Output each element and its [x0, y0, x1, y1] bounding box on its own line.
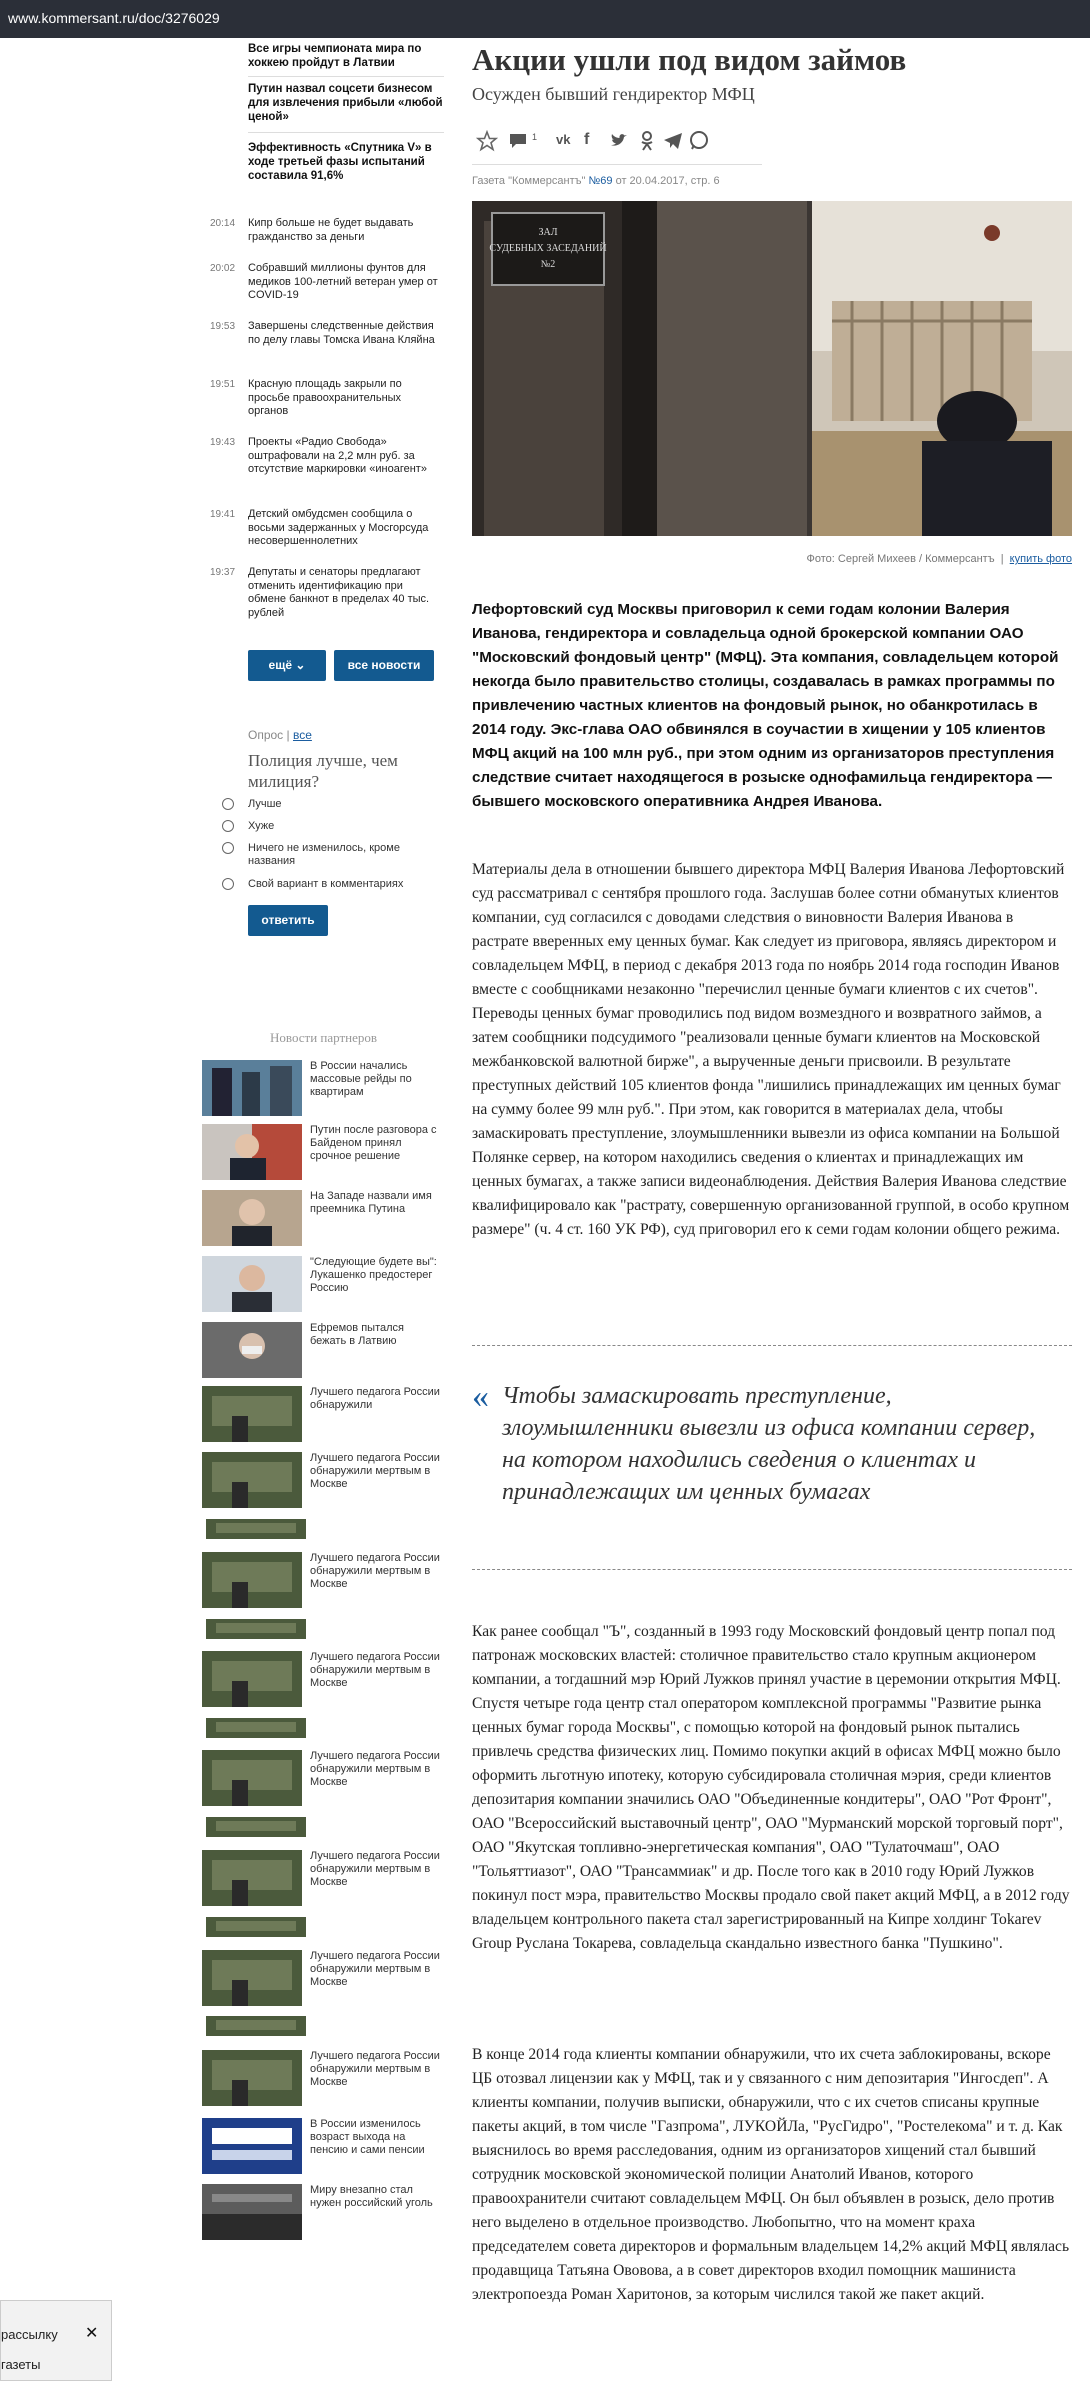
close-icon[interactable]: ✕: [85, 2325, 99, 2342]
partner-text[interactable]: Лучшего педагога России обнаружили мертвым в Москве: [310, 1452, 440, 1490]
top-news-item[interactable]: Эффективность «Спутника V» в ходе третьей фазы испытаний составила 91,6%: [248, 142, 432, 182]
poll-question: Полиция лучше, чем милиция?: [248, 751, 398, 791]
partner-text[interactable]: Лучшего педагога России обнаружили мертвым в Москве: [310, 1750, 440, 1788]
top-news-item[interactable]: Все игры чемпионата мира по хоккею пройдут в Латвии: [248, 43, 422, 69]
poll-option-label[interactable]: Лучше: [248, 798, 282, 810]
star-icon[interactable]: [476, 130, 498, 152]
article-paragraph: В конце 2014 года клиенты компании обнаружили, что их счета заблокированы, вскоре ЦБ отозвал лицензии как у МФЦ, так и у связанного с ним депозитария "Ингосдеп". А клиенты компании, получив выписки, обнаружили, что с их счетов списаны крупные пакеты акций, в том числе "Газпрома", ЛУКОЙЛа, "РусГидро", "Ростелекома" и т. д. Как выяснилось во время расследования, одним из организаторов хищений стал бывший сотрудник московской экономической полиции Анатолий Иванов, которого правоохранители считают совладельцем МФЦ. Он был объявлен в розыск, дело против него выделено в отдельное производство. Любопытно, что на момент краха председателем совета директоров и формальным владельцем 14,2% акций МФЦ являлась продавщица Татьяна Ововова, а в совет директоров входил помощник машиниста электропоезда Роман Харитонов, за которым числился такой же пакет акций.: [472, 2046, 1070, 2303]
partner-text[interactable]: Лучшего педагога России обнаружили мертвым в Москве: [310, 1552, 440, 1590]
feed-time: 20:02: [210, 263, 236, 274]
poll-option-label[interactable]: Свой вариант в комментариях: [248, 878, 404, 890]
svg-text:№2: №2: [540, 259, 556, 270]
partner-text[interactable]: Лучшего педагога России обнаружили мертвым в Москве: [310, 1850, 440, 1888]
subscribe-text[interactable]: рассылку: [1, 2327, 58, 2342]
radio-button[interactable]: [222, 820, 234, 832]
feed-text[interactable]: Кипр больше не будет выдавать гражданство за деньги: [248, 217, 414, 243]
poll-option-label[interactable]: Хуже: [248, 820, 275, 832]
partner-text[interactable]: На Западе назвали имя преемника Путина: [310, 1190, 432, 1215]
partner-item[interactable]: [202, 2050, 440, 2106]
article-paragraph: Материалы дела в отношении бывшего директора МФЦ Валерия Иванова Лефортовский суд рассматривал с сентября прошлого года. Заслушав более сотни обманутых клиентов компании, суд согласился с доводами следствия о виновности Валерия Иванова в растрате вверенных ему ценных бумаг. Как следует из приговора, являясь директором и совладельцем МФЦ, в период с декабря 2013 года по ноябрь 2014 года господин Иванов вместе с сообщниками незаконно "перечислил ценные бумаги клиентов с их счетов". Переводы ценных бумаг проводились под видом возмездного и возвратного займов, а затем сообщники подсудимого "реализовали ценные бумаги клиентов на Московской межбанковской валютной бирже", а вырученные деньги присвоили. В результате преступных действий 105 клиентов фонда "лишились принадлежащих им ценных бумаг на сумму более 99 млн руб.". При этом, как говорится в материалах дела, чтобы замаскировать преступление, злоумышленники вывезли из офиса компании на Большой Полянке сервер, на котором находились сведения о клиентах и принадлежащих им ценных бумагах, а также записи видеонаблюдения. Действия Валерия Иванова следствие квалифицировало как "растрату, совершенную организованной группой, в особо крупном размере" (ч. 4 ст. 160 УК РФ), суд приговорил его к семи годам колонии общего режима.: [472, 861, 1070, 1238]
chevron-down-icon: ⌄: [295, 658, 306, 672]
article-photo: [472, 201, 1072, 536]
partner-item[interactable]: [202, 1950, 440, 2006]
partner-text[interactable]: Лучшего педагога России обнаружили: [310, 1386, 440, 1411]
divider: [472, 1345, 1072, 1346]
partner-text[interactable]: Лучшего педагога России обнаружили мертвым в Москве: [310, 2050, 440, 2088]
poll-header: Опрос | все: [248, 728, 312, 742]
partner-thumbnail[interactable]: [202, 1386, 302, 1442]
article-paragraph: Как ранее сообщал "Ъ", созданный в 1993 году Московский фондовый центр попал под патронаж московских властей: столичное правительство стало крупным акционером компании, а тогдашний мэр Юрий Лужков принял участие в церемонии открытия МФЦ. Спустя четыре года центр стал оператором комплексной программы "Развитие рынка ценных бумаг города Москвы", с помощью которой на фондовый рынок пытались привлечь средства физических лиц. Помимо покупки акций в офисах МФЦ можно было оформить льготную ипотеку, которую субсидировала столичная мэрия, среди клиентов депозитария компании значились ОАО "Объединенные кондитеры", ОАО "Рот Фронт", ОАО "Всероссийский выставочный центр", ОАО "Мурманский морской торговый порт", ОАО "Якутская топливно-энергетическая компания", ОАО "Тулаточмаш", ОАО "Тольяттиазот", ОАО "Трансаммиак" и др. После того как в 2010 году Юрий Лужков покинул пост мэра, правительство Москвы продало свой пакет акций МФЦ, а в 2012 году владельцем контрольного пакета стал зарегистрированный на Кипре холдинг Tokarev Group Руслана Токарева, совладельца скандально известного банка "Пушкино".: [472, 1623, 1070, 1952]
feed-text[interactable]: Красную площадь закрыли по просьбе правоохранительных органов: [248, 378, 402, 417]
url-text[interactable]: www.kommersant.ru/doc/3276029: [8, 10, 220, 26]
feed-time: 19:53: [210, 321, 236, 332]
partner-item[interactable]: [202, 1124, 440, 1180]
partner-text[interactable]: В России изменилось возраст выхода на пенсию и сами пенсии: [310, 2118, 425, 2156]
more-label: ещё: [268, 658, 293, 672]
partner-text[interactable]: Лучшего педагога России обнаружили мертвым в Москве: [310, 1950, 440, 1988]
feed-time: 19:41: [210, 509, 236, 520]
facebook-icon[interactable]: f: [584, 131, 590, 148]
partner-thumbnail[interactable]: [202, 1850, 302, 1906]
partner-thumbnail-strip: [206, 1817, 306, 1837]
partner-item[interactable]: [202, 2118, 440, 2174]
partner-thumbnail[interactable]: [202, 1190, 302, 1246]
partner-text[interactable]: Путин после разговора с Байденом принял срочное решение: [310, 1124, 437, 1162]
telegram-icon[interactable]: [662, 130, 684, 152]
partner-thumbnail[interactable]: [202, 1060, 302, 1116]
papers-text[interactable]: газеты: [1, 2357, 41, 2372]
partner-thumbnail[interactable]: [202, 2184, 302, 2240]
radio-button[interactable]: [222, 798, 234, 810]
vk-icon[interactable]: vk: [556, 132, 571, 147]
partner-item[interactable]: [202, 1452, 440, 1508]
poll-label: Опрос: [248, 728, 284, 742]
partner-item[interactable]: [202, 1386, 440, 1442]
photo-credit: Фото: Сергей Михеев / Коммерсантъ | купить фото: [806, 553, 1072, 565]
partner-text[interactable]: В России начались массовые рейды по квартирам: [310, 1060, 412, 1098]
feed-text[interactable]: Детский омбудсмен сообщила о восьми задержанных у Мосгорсуда несовершеннолетних: [248, 508, 429, 547]
partner-thumbnail-strip: [206, 1718, 306, 1738]
odnoklassniki-icon[interactable]: [636, 130, 658, 152]
source-suffix: от 20.04.2017, стр. 6: [615, 175, 720, 187]
comment-icon[interactable]: [508, 130, 530, 152]
divider: [472, 1569, 1072, 1570]
partner-text[interactable]: Лучшего педагога России обнаружили мертвым в Москве: [310, 1651, 440, 1689]
partner-thumbnail-strip: [206, 1917, 306, 1937]
buy-photo-link[interactable]: купить фото: [1009, 553, 1072, 565]
partner-item[interactable]: [202, 1256, 440, 1312]
browser-url-bar[interactable]: [0, 0, 1090, 38]
divider: [248, 132, 444, 133]
article-title: Акции ушли под видом займов: [472, 42, 907, 77]
partner-thumbnail[interactable]: [202, 1452, 302, 1508]
feed-text[interactable]: Завершены следственные действия по делу главы Томска Ивана Кляйна: [248, 320, 435, 346]
issue-link[interactable]: №69: [588, 175, 613, 187]
whatsapp-icon[interactable]: [688, 130, 710, 152]
article-source: [472, 175, 720, 187]
feed-text[interactable]: Проекты «Радио Свобода» оштрафовали на 2,2 млн руб. за отсутствие маркировки «иноагент»: [248, 436, 427, 475]
partner-thumbnail-strip: [206, 1519, 306, 1539]
pull-quote: Чтобы замаскировать преступление, злоумышленники вывезли из офиса компании сервер, на котором находились сведения о клиентах и принадлежащих им ценных бумагах: [502, 1383, 1036, 1505]
divider: [472, 164, 762, 165]
feed-time: 19:37: [210, 567, 236, 578]
partner-thumbnail[interactable]: [202, 2050, 302, 2106]
partner-item[interactable]: [202, 1552, 440, 1608]
feed-time: 19:43: [210, 437, 236, 448]
feed-time: 20:14: [210, 218, 236, 229]
subscribe-popup: [0, 2300, 112, 2381]
radio-button[interactable]: [222, 842, 234, 854]
partner-item[interactable]: [202, 2184, 440, 2240]
partner-thumbnail[interactable]: [202, 2118, 302, 2174]
source-prefix: Газета "Коммерсантъ": [472, 175, 586, 187]
all-news-button[interactable]: все новости: [334, 650, 434, 681]
partner-thumbnail[interactable]: [202, 1552, 302, 1608]
article-lead: Лефортовский суд Москвы приговорил к семи годам колонии Валерия Иванова, гендиректора и совладельца одной брокерской компании ОАО "Московский фондовый центр" (МФЦ). Эта компания, совладельцем которой некогда было правительство столицы, создавалась в рамках программы по привлечению частных клиентов на фондовый рынок, но обанкротилась в 2014 году. Экс-глава ОАО обвинялся в соучастии в хищении у 105 клиентов МФЦ акций на 100 млн руб., при этом одним из организаторов преступления следствие считает находящегося в розыске однофамильца гендиректора — бывшего московского оперативника Андрея Иванова.: [472, 601, 1059, 810]
partner-thumbnail[interactable]: [202, 1750, 302, 1806]
feed-text[interactable]: Собравший миллионы фунтов для медиков 100-летний ветеран умер от COVID-19: [248, 262, 438, 301]
twitter-icon[interactable]: [608, 130, 630, 152]
partner-item[interactable]: [202, 1651, 440, 1707]
partner-thumbnail[interactable]: [202, 1322, 302, 1378]
quote-mark-icon: «: [472, 1378, 489, 1415]
partner-text[interactable]: "Следующие будете вы": Лукашенко предостерег Россию: [310, 1256, 437, 1294]
poll-option-label[interactable]: Ничего не изменилось, кроме названия: [248, 842, 400, 867]
partner-thumbnail-strip: [206, 2016, 306, 2036]
partner-thumbnail[interactable]: [202, 1950, 302, 2006]
svg-text:ЗАЛ: ЗАЛ: [538, 227, 558, 238]
partner-thumbnail[interactable]: [202, 1124, 302, 1180]
partner-item[interactable]: [202, 1850, 440, 1906]
radio-button[interactable]: [222, 878, 234, 890]
partner-item[interactable]: [202, 1322, 440, 1378]
article-subtitle: Осужден бывший гендиректор МФЦ: [472, 84, 755, 104]
feed-time: 19:51: [210, 379, 236, 390]
partner-item[interactable]: [202, 1190, 440, 1246]
partner-thumbnail[interactable]: [202, 1256, 302, 1312]
answer-button[interactable]: ответить: [248, 905, 328, 936]
feed-text[interactable]: Депутаты и сенаторы предлагают отменить идентификацию при обмене банкнот в пределах 40 тыс. рублей: [248, 566, 430, 619]
partner-item[interactable]: [202, 1060, 440, 1116]
partner-text[interactable]: Миру внезапно стал нужен российский уголь: [310, 2184, 433, 2209]
partner-thumbnail-strip: [206, 1619, 306, 1639]
photo-credit-text: Фото: Сергей Михеев / Коммерсантъ: [806, 553, 995, 565]
partners-title: Новости партнеров: [270, 1030, 378, 1045]
partner-item[interactable]: [202, 1750, 440, 1806]
more-button[interactable]: [248, 650, 326, 681]
poll-all-link[interactable]: все: [292, 728, 312, 742]
divider: [248, 76, 444, 77]
comment-count: 1: [532, 132, 538, 142]
partner-text[interactable]: Ефремов пытался бежать в Латвию: [310, 1322, 404, 1347]
partner-thumbnail[interactable]: [202, 1651, 302, 1707]
svg-text:СУДЕБНЫХ ЗАСЕДАНИЙ: СУДЕБНЫХ ЗАСЕДАНИЙ: [489, 243, 607, 254]
top-news-item[interactable]: Путин назвал соцсети бизнесом для извлечения прибыли «любой ценой»: [248, 83, 443, 123]
